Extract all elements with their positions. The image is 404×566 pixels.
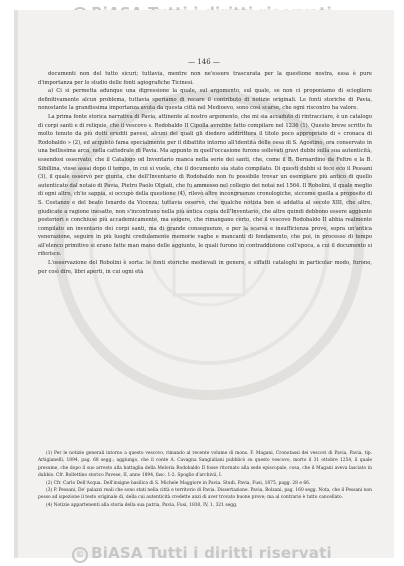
scanned-page bbox=[14, 10, 394, 558]
paragraph: a) Ci si permetta adunque una digressione la quale, sul argomento, sul quale, se non ci proponiamo di sciogliere definitivamente alcun problema, tuttavia speriamo di recare il contributo di notizie originali. Le fonti storiche di Pavia, nonostante la grandissima importanza avuta da questa città nel Medioevo, sono così scarse, che ogni riscontro ha valore. bbox=[38, 88, 372, 112]
paragraph: documenti non del tutto sicuri; tuttavia, mentre non ne'essere trascurata per la questione nostra, essa è pure d'importanza per lo studio delle fonti agiografiche Ticinesi. bbox=[38, 71, 372, 86]
watermark-text: BiASA Tutti i diritti riservati bbox=[91, 544, 332, 562]
watermark-bottom bbox=[0, 544, 404, 563]
page-gutter bbox=[14, 10, 18, 558]
paragraph: La prima fonte storica narrativa di Pavia, attinente al nostro argomento, che mi sia accaduto di rintracciare, è un catalogo di corpi santi e di reliquie, che il vescovo s. Rodobaldo II Cipolla avrebbe fatto compilare nel 1236 (1). Questo breve scritto fu molto tenuto da più dotti eruditi pavesi, alcuni dei quali gli diedero addirittura il titolo poco appropriato di « cronaca di Rodobaldo » (2), ed acquistò fama specialmente per il dibattito intorno all'identità delle ossa di S. Agostino, ora conservate in una bellissima arca, nella cattedrale di Pavia. Ma appunto in quell'occasione furono sollevati gravi dubbi sulla sua autenticità, essendosi osservato, che il Catalogo od Inventario manca nella serie dei santi, che, come il B. Bernardino da Feltre e la B. Sibillina, visse assai dopo il tempo, in cui si vuole, che il documento sia stato compilato. Di questi dubbi si fece eco il Pessani (3), il quale osservò per giunta, che dell'Inventario di Rodobaldo non fu possibile trovar un esemplare più antico di quello autenticato dal notaio di Pavia, Pietro Paolo Olgiati, che fu ammesso nel collegio dei notai nel 1564. Il Robolini, il quale meglio di ogni altro, ch'io sappia, si occupò della questione (4), rilevò altre incongruenze cronologiche, siccome quella a proposito di S. Costanzo e del beato Isnardo da Vicenza; tuttavia osservò, che qualche notizia ben si addatta al secolo XIII, che altre, giudicate a ragione inesatte, non s'incontrano nella più antica copia dell'Inventario, che altre quindi debbono essere aggiunte posteriori e conchiuse più accademicamente, ma esigere, che rimangano certo, che il vescovo Rodobaldo II abbia realmente compilato un inventario dei corpi santi, ma di grande conseguenze, e per la scarsa e insufficienza prove, sopra un'antica venerazione, seguire in più luoghi credulamente memorie vaghe e mancanti di fondamento, che poi, in processo di tempo all'elenco primitivo si erano fatte man mano delle aggiunte, le quali furono in contraddizione coll'epoca, a cui il documento si riferisce. bbox=[38, 113, 372, 258]
footnote: (2) Cfr. Carlo Dell'Acqua. Dell'insigne basilica di S. Michele Maggiore in Pavia. Studi, Pavia, Fusi, 1875, pagg. 28 e 66. bbox=[46, 480, 311, 486]
footnote: (4) Notizie appartenenti alla storia della sua patria, Pavia, Fusi, 1830, IV, 1, 321 segg. bbox=[46, 502, 238, 508]
footnote: (1) Per le notizie generali intorno a questo vescovo, rimando al recente volume di mons. F. Magani, Cronotassi dei vescovi di Pavia, Pavia, tip. Artigianelli, 1894, pag. 68 segg.; aggiungo, che il conte A. Cavagna Sangiuliani pubblicò su questo vescovo, morto il 31 ottobre 1254, il quale presume, che dopo il suo arresto alla battaglia della Meloria Rodobaldo II fosse ritornato alla sede episcopale, cosa, che il Magani aveva lasciato in dubbio. Cfr. Bollettino storico Pavese, II, anno 1894, fasc. 1-2. Spoglio d'archivii, I. bbox=[38, 451, 372, 479]
copyright-icon: © bbox=[72, 547, 88, 563]
page-number: — 146 — bbox=[188, 58, 220, 66]
paragraph: L'osservazione del Robolini è sorta: le fonti storiche medievali in genere, e siffatti cataloghi in particolar modo, furono, per così dire, libri aperti, in cui ogni età bbox=[38, 260, 372, 275]
main-text bbox=[38, 70, 372, 276]
footnote: (3) P. Pessani, De' palazzi reali che sono stati nella città e territorio di Pavia. Dissertazione. Pavia, Bolzani, pag. 160 segg. Nota, che il Pessani non posso ad ispezione il testo originale di, della cui autenticità credette anzi di aver trovato buone prove; ma al contrario è tutto cancellato. bbox=[38, 488, 372, 501]
footnotes bbox=[38, 450, 372, 509]
